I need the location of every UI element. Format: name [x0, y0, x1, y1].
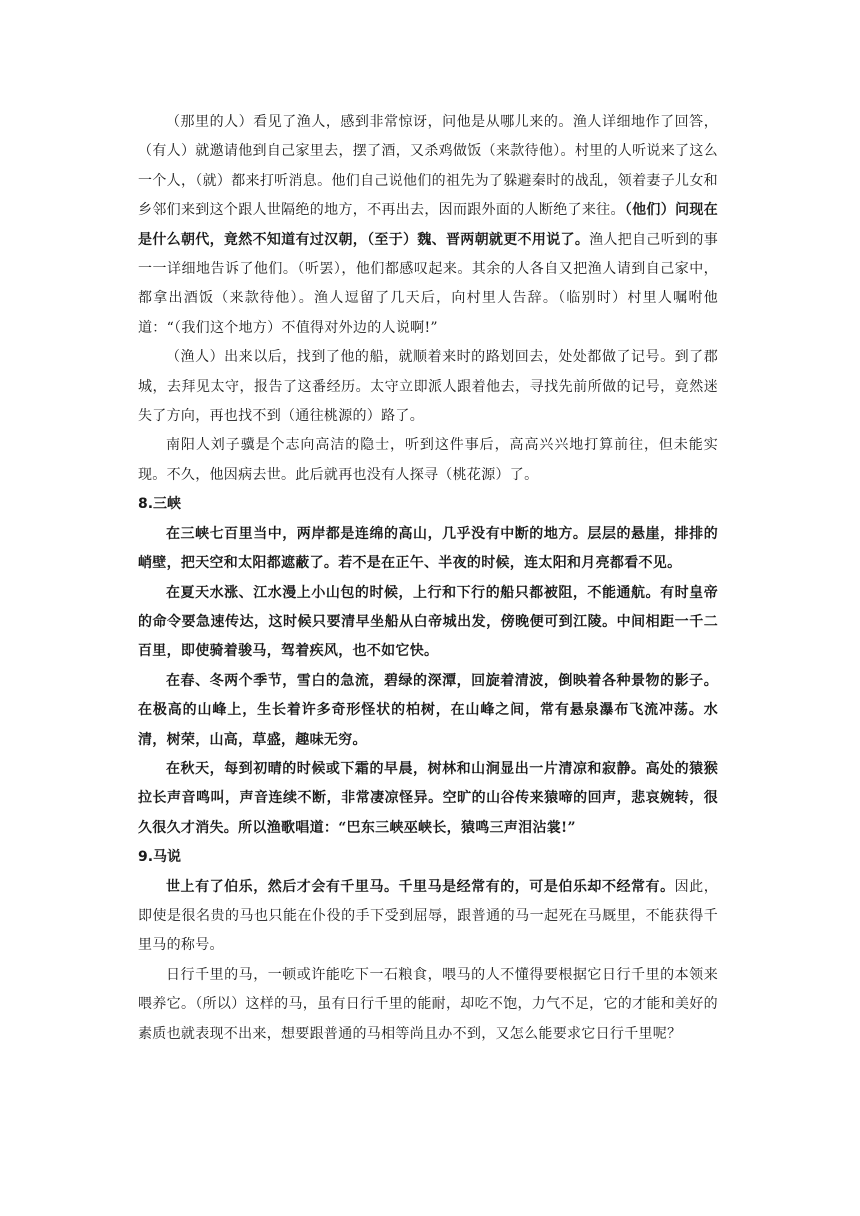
peach-p1-text-a: （那里的人）看见了渔人，感到非常惊讶，问他是从哪儿来的。渔人详细地作了回答，（有人）就邀请他到自己家里去，摆了酒，又杀鸡做饭（来款待他）。村里的人听说来了这么一个人，（就）都来打听消息。他们自己说他们的祖先为了躲避秦时的战乱，领着妻子儿女和乡邻们来到这个跟人世隔绝的地方，不再出去，因而跟外面的人断绝了来往。 [138, 114, 718, 219]
horse-p1-bold-text: 世上有了伯乐，然后才会有千里马。千里马是经常有的，可是伯乐却不经常有。 [166, 878, 675, 895]
section-heading-three-gorges: 8.三峡 [138, 496, 182, 513]
document-page [138, 108, 718, 1049]
section-heading-horse: 9.马说 [138, 849, 182, 866]
three-gorges-paragraph-2: 在夏天水涨、江水漫上小山包的时候，上行和下行的船只都被阻，不能通航。有时皇帝的命令要急速传达，这时候只要清早坐船从白帝城出发，傍晚便可到江陵。中间相距一千二百里，即使骑着骏马，驾着疾风，也不如它快。 [138, 584, 718, 660]
three-gorges-paragraph-1: 在三峡七百里当中，两岸都是连绵的高山，几乎没有中断的地方。层层的悬崖，排排的峭壁，把天空和太阳都遮蔽了。若不是在正午、半夜的时候，连太阳和月亮都看不见。 [138, 525, 718, 572]
peach-p1-bold-text: （他们）问现在是什么朝代，竟然不知道有过汉朝，（至于）魏、晋两朝就更不用说了。 [138, 202, 718, 248]
peach-blossom-paragraph-2: （渔人）出来以后，找到了他的船，就顺着来时的路划回去，处处都做了记号。到了郡城，去拜见太守，报告了这番经历。太守立即派人跟着他去，寻找先前所做的记号，竟然迷失了方向，再也找不到（通往桃源的）路了。 [138, 349, 718, 425]
horse-paragraph-1 [138, 873, 718, 961]
three-gorges-paragraph-4: 在秋天，每到初晴的时候或下霜的早晨，树林和山涧显出一片清凉和寂静。高处的猿猴拉长声音鸣叫，声音连续不断，非常凄凉怪异。空旷的山谷传来猿啼的回声，悲哀婉转，很久很久才消失。所以渔歌唱道：“巴东三峡巫峡长，猿鸣三声泪沾裳!” [138, 760, 718, 836]
three-gorges-paragraph-3: 在春、冬两个季节，雪白的急流，碧绿的深潭，回旋着清波，倒映着各种景物的影子。在极高的山峰上，生长着许多奇形怪状的柏树，在山峰之间，常有悬泉瀑布飞流冲荡。水清，树荣，山高，草盛，趣味无穷。 [138, 672, 718, 748]
peach-blossom-paragraph-3: 南阳人刘子骥是个志向高洁的隐士，听到这件事后，高高兴兴地打算前往，但未能实现。不久，他因病去世。此后就再也没有人探寻（桃花源）了。 [138, 437, 718, 483]
horse-paragraph-2: 日行千里的马，一顿或许能吃下一石粮食，喂马的人不懂得要根据它日行千里的本领来喂养它。（所以）这样的马，虽有日行千里的能耐，却吃不饱，力气不足，它的才能和美好的素质也就表现不出来，想要跟普通的马相等尚且办不到，又怎么能要求它日行千里呢？ [138, 966, 718, 1042]
peach-p1-text-b: 渔人把自己听到的事一一详细地告诉了他们。（听罢），他们都感叹起来。其余的人各自又把渔人请到自己家中，都拿出酒饭（来款待他）。渔人逗留了几天后，向村里人告辞。（临别时）村里人嘱咐他道：“（我们这个地方）不值得对外边的人说啊!” [138, 231, 718, 336]
horse-p1-text: 因此，即使是很名贵的马也只能在仆役的手下受到屈辱，跟普通的马一起死在马厩里，不能获得千里马的称号。 [138, 878, 719, 954]
peach-blossom-paragraph-1 [138, 108, 718, 343]
